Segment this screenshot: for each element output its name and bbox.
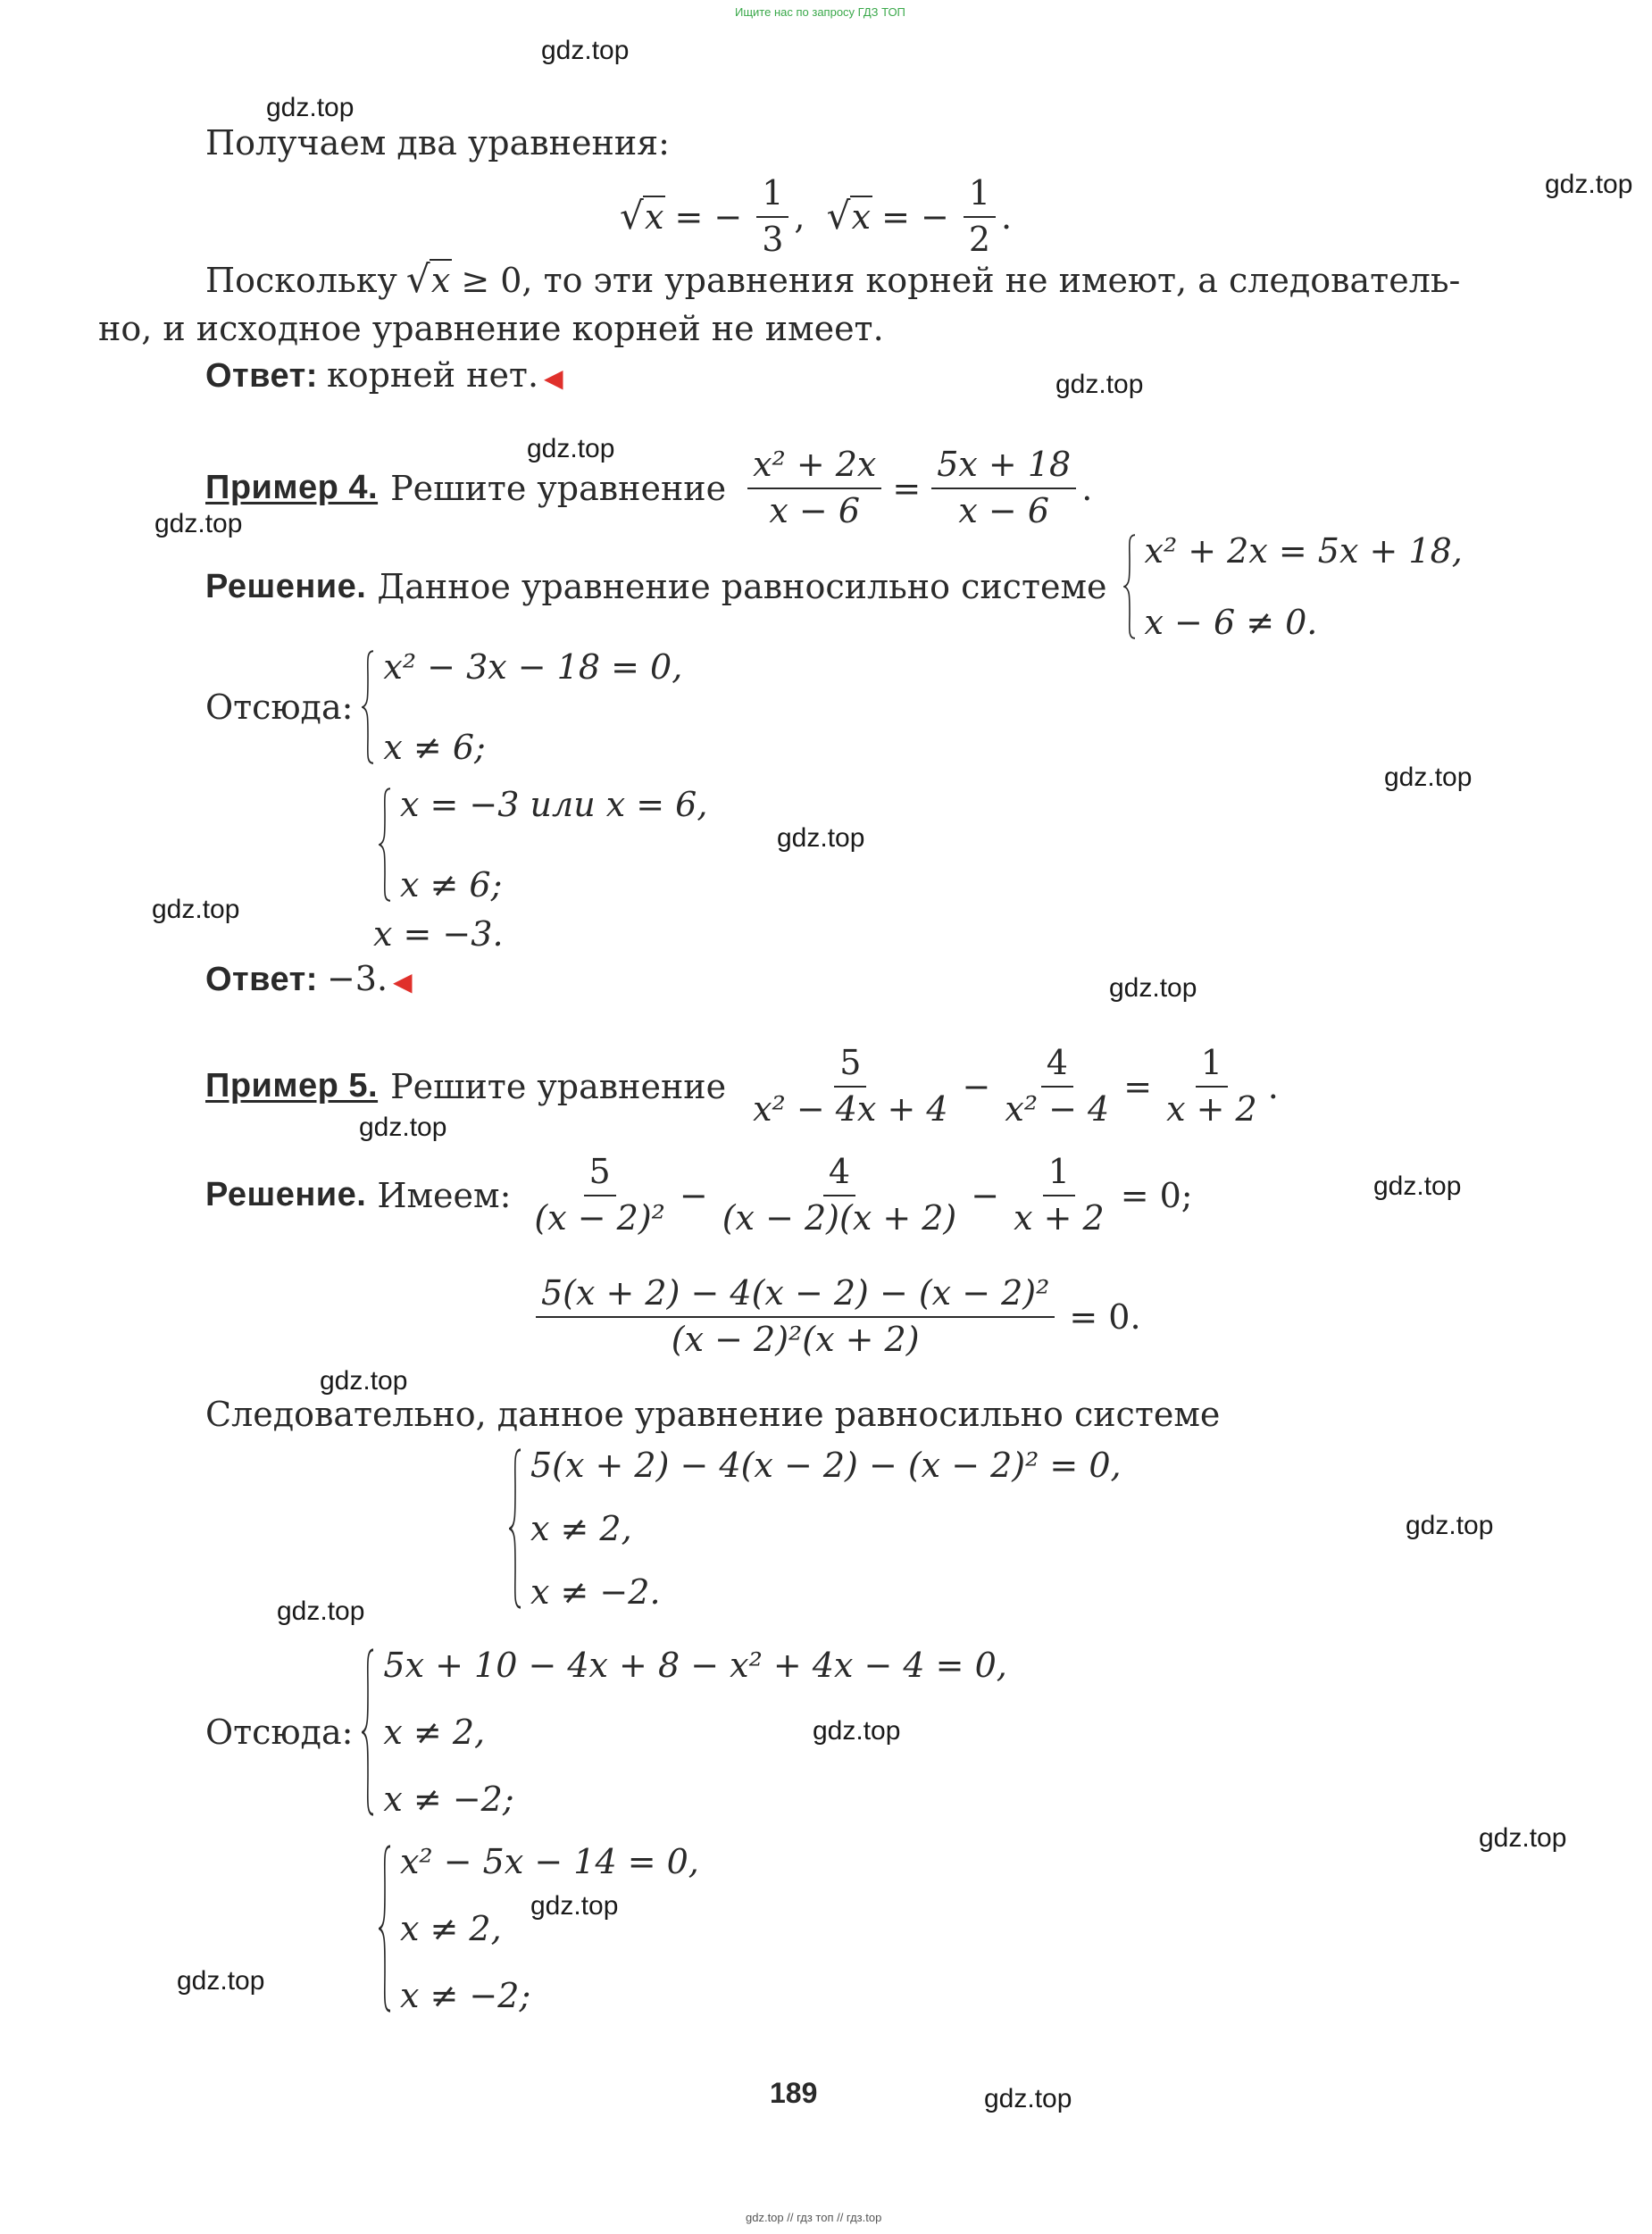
watermark: gdz.top: [266, 93, 355, 122]
watermark: gdz.top: [1384, 763, 1473, 792]
watermark: gdz.top: [1545, 170, 1633, 199]
since-line-2: но, и исходное уравнение корней не имеет.: [98, 309, 884, 348]
header-promo-text: Ищите нас по запросу ГДЗ ТОП: [735, 5, 905, 19]
brace-icon: [509, 1448, 521, 1609]
example4-system-1: x² + 2x = 5x + 18, x − 6 ≠ 0.: [1123, 534, 1463, 639]
watermark: gdz.top: [541, 36, 630, 65]
watermark: gdz.top: [1055, 370, 1144, 399]
brace-icon: [1123, 534, 1136, 639]
brace-icon: [362, 650, 374, 764]
example4-header: Пример 4. Решите уравнение $\frac{\text{x² + 2x}}{x - 6}$ = $\frac{5x + 18}{x - 6}$ .: [205, 445, 1093, 530]
sqrt-symbol-icon: √ x: [827, 197, 872, 237]
answer-1: Ответ: корней нет. ◀: [205, 355, 563, 395]
answer-2: Ответ: −3. ◀: [205, 959, 413, 998]
watermark: gdz.top: [813, 1716, 901, 1746]
example4-hence: Отсюда: x² − 3x − 18 = 0, x ≠ 6;: [205, 647, 683, 767]
watermark: gdz.top: [277, 1596, 365, 1626]
watermark: gdz.top: [154, 509, 243, 538]
example5-consequently: Следовательно, данное уравнение равносильно системе: [205, 1395, 1221, 1434]
watermark: gdz.top: [527, 434, 615, 463]
sqrt-equations: √ x = − $\frac{1}{3}$ , √ x = − $\frac{1}{2}$ .: [620, 175, 1012, 259]
example4-solution: Решение. Данное уравнение равносильно системе x² + 2x = 5x + 18, x − 6 ≠ 0.: [205, 531, 1463, 642]
example5-system-3: x² − 5x − 14 = 0, x ≠ 2, x ≠ −2;: [379, 1845, 699, 2013]
example5-system-2: 5x + 10 − 4x + 8 − x² + 4x − 4 = 0, x ≠ 2, x ≠ −2;: [362, 1648, 1006, 1816]
since-line-1: Поскольку √ x ≥ 0, то эти уравнения корней не имеют, а следователь-: [205, 261, 1460, 300]
watermark: gdz.top: [1479, 1823, 1567, 1853]
footer-promo-text: gdz.top // гдз топ // гдз.top: [746, 2211, 882, 2224]
two-equations-intro: Получаем два уравнения:: [205, 123, 670, 163]
example4-system-2: x² − 3x − 18 = 0, x ≠ 6;: [362, 650, 682, 764]
example5-hence: Отсюда: 5x + 10 − 4x + 8 − x² + 4x − 4 = 0, x ≠ 2, x ≠ −2;: [205, 1646, 1007, 1819]
sqrt-symbol-icon: √ x: [406, 261, 452, 300]
watermark: gdz.top: [530, 1891, 619, 1921]
example5-header: Пример 5. Решите уравнение $\frac{5}{\text{x² − 4x + 4}}$ − $\frac{4}{\text{x² − 4}}$ = $\frac{1}{x + 2}$ .: [205, 1043, 1279, 1129]
watermark: gdz.top: [984, 2084, 1072, 2113]
example5-system-1: 5(x + 2) − 4(x − 2) − (x − 2)² = 0, x ≠ 2, x ≠ −2.: [509, 1448, 1122, 1609]
sqrt-symbol-icon: √ x: [620, 197, 665, 237]
watermark: gdz.top: [1109, 973, 1197, 1003]
watermark: gdz.top: [359, 1113, 447, 1142]
watermark: gdz.top: [1406, 1511, 1494, 1540]
brace-icon: [379, 1845, 391, 2013]
example5-solution: Решение. Имеем: $\frac{5}{\text{(x − 2)²}}$ − $\frac{4}{(x - 2)(x + 2)}$ − $\frac{1}{x + 2}$ = 0;: [205, 1152, 1193, 1238]
example4-result: x = −3.: [373, 914, 504, 954]
brace-icon: [379, 788, 391, 902]
end-marker-icon: ◀: [544, 363, 563, 393]
watermark: gdz.top: [777, 823, 865, 853]
brace-icon: [362, 1648, 374, 1816]
end-marker-icon: ◀: [393, 967, 413, 996]
watermark: gdz.top: [152, 895, 240, 924]
watermark: gdz.top: [1373, 1171, 1462, 1201]
page-number: 189: [770, 2077, 818, 2109]
example5-combined: $\frac{\text{5(x + 2) − 4(x − 2) − (x − 2)²}}{\text{(x − 2)²(x + 2)}}$ = 0.: [530, 1275, 1141, 1359]
watermark: gdz.top: [177, 1966, 265, 1996]
example4-system-3: x = −3 или x = 6, x ≠ 6;: [379, 788, 707, 902]
watermark: gdz.top: [320, 1366, 408, 1396]
